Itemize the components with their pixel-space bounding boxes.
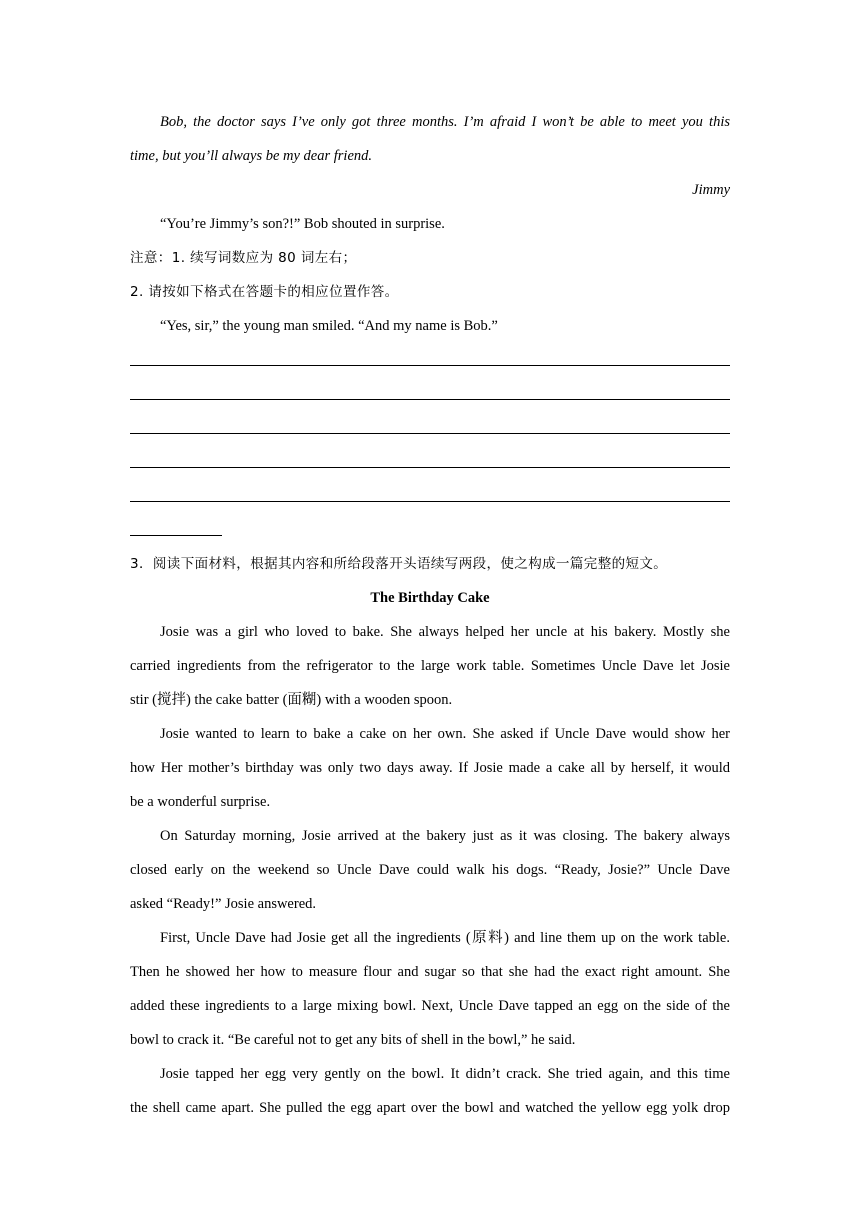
answer-line: [130, 479, 730, 513]
letter-line-2: time, but you’ll always be my dear friend.: [130, 148, 373, 164]
story-line: First, Uncle Dave had Josie get all the ingredients (原料) and line them up on the work table.: [160, 930, 730, 946]
letter-line-1: Bob, the doctor says I’ve only got three months. I’m afraid I won’t be able to meet you this: [160, 114, 730, 130]
letter-signature: Jimmy: [692, 182, 730, 198]
answer-line: [130, 445, 730, 479]
story-line: Then he showed her how to measure flour and sugar so that she had the exact right amount. She: [130, 964, 730, 980]
story-line: On Saturday morning, Josie arrived at the bakery just as it was closing. The bakery always: [160, 828, 730, 844]
answer-line: [130, 377, 730, 411]
story-paragraph-1: [130, 615, 730, 717]
story-line: carried ingredients from the refrigerator to the large work table. Sometimes Uncle Dave let Josie: [130, 658, 730, 674]
note-word-count: 注意：1. 续写词数应为 80 词左右；: [130, 250, 357, 266]
story-line: Josie was a girl who loved to bake. She always helped her uncle at his bakery. Mostly she: [160, 624, 730, 640]
question-3-instruction: 3．阅读下面材料，根据其内容和所给段落开头语续写两段，使之构成一篇完整的短文。: [130, 556, 668, 572]
paragraph-opening: “Yes, sir,” the young man smiled. “And my name is Bob.”: [160, 318, 498, 334]
document-page: [130, 105, 730, 1125]
story-title: The Birthday Cake: [370, 590, 490, 606]
story-paragraph-4: [130, 921, 730, 1057]
story-line: how Her mother’s birthday was only two days away. If Josie made a cake all by herself, it would: [130, 760, 730, 776]
answer-line-short: [130, 513, 730, 547]
story-line: the shell came apart. She pulled the egg apart over the bowl and watched the yellow egg yolk drop: [130, 1100, 730, 1116]
story-line: be a wonderful surprise.: [130, 794, 271, 810]
story-ending-line: “You’re Jimmy’s son?!” Bob shouted in surprise.: [160, 216, 445, 232]
story-line: Josie wanted to learn to bake a cake on her own. She asked if Uncle Dave would show her: [160, 726, 730, 742]
story-line: added these ingredients to a large mixing bowl. Next, Uncle Dave tapped an egg on the side of the: [130, 998, 730, 1014]
story-line: asked “Ready!” Josie answered.: [130, 896, 317, 912]
story-paragraph-5: [130, 1057, 730, 1125]
story-line: stir (搅拌) the cake batter (面糊) with a wooden spoon.: [130, 692, 453, 708]
answer-line: [130, 411, 730, 445]
story-line: Josie tapped her egg very gently on the bowl. It didn’t crack. She tried again, and this time: [160, 1066, 730, 1082]
note-answer-format: 2. 请按如下格式在答题卡的相应位置作答。: [130, 284, 399, 300]
answer-line: [130, 343, 730, 377]
story-paragraph-3: [130, 819, 730, 921]
story-line: closed early on the weekend so Uncle Dave could walk his dogs. “Ready, Josie?” Uncle Dave: [130, 862, 730, 878]
story-line: bowl to crack it. “Be careful not to get any bits of shell in the bowl,” he said.: [130, 1032, 576, 1048]
story-paragraph-2: [130, 717, 730, 819]
